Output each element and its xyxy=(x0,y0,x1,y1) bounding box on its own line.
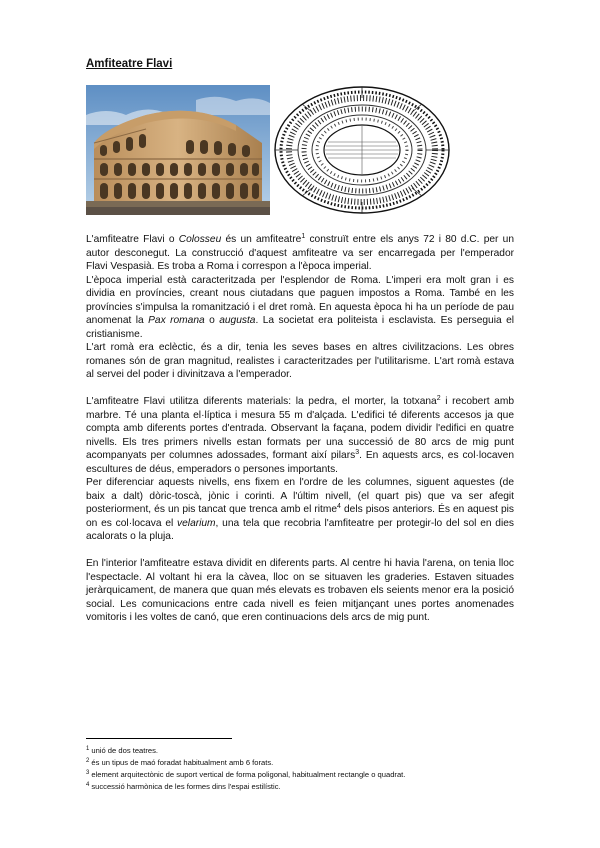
footnote-item: $^1$ unió de dos teatres. xyxy=(86,746,159,755)
page-title: Amfiteatre Flavi xyxy=(86,58,173,70)
main-text xyxy=(86,233,514,625)
colosseum-photo xyxy=(86,85,270,215)
paragraph-intro: L'amfiteatre Flavi o Colosseu és un amfiteatre$^1$ construït entre els anys 72 i 80 d.C. per un autor desconegut. La construcció d'aquest amfiteatre va ser encarregada per l'emperador Flavi Vespasià. Es troba a Roma i correspon a l'època imperial. xyxy=(86,233,514,272)
footnote-ref[interactable]: 3 xyxy=(355,449,360,456)
footnotes xyxy=(86,744,526,792)
footnote-ref[interactable]: 4 xyxy=(337,503,341,510)
footnote-ref[interactable]: 2 xyxy=(436,395,441,402)
colosseum-floor-plan-icon xyxy=(272,84,452,216)
colosseum-photo-icon xyxy=(86,85,270,215)
footnote-item: $^3$ element arquitectònic de suport vertical de forma poligonal, habitualment rectangle o quadrat. xyxy=(86,770,406,779)
footnote-ref[interactable]: 1 xyxy=(301,233,306,240)
colosseum-floor-plan xyxy=(272,84,452,216)
footnote-item: $^2$ és un tipus de maó foradat habitualment amb 6 forats. xyxy=(86,758,274,767)
footnote-item: $^4$ successió harmònica de les formes dins l'espai estilístic. xyxy=(86,782,281,791)
paragraph-interior: En l'interior l'amfiteatre estava dividit en diferents parts. Al centre hi havia l'arena, on tenia lloc l'espectacle. Al voltant hi era la càvea, lloc on se situaven les graderies. Estaven situades jeràrquicament, de manera que quan més elevats es trobaven els seients menor era la posició social. Les comunicacions entre cada nivell es feien mitjançant unes portes anomenades vomitoris i les voltes de canó, que eren continuacions dels arcs de mig punt. xyxy=(86,558,514,623)
paragraph-levels: Per diferenciar aquests nivells, ens fixem en l'ordre de les columnes, siguent aquestes (de baix a dalt) dòric-toscà, jònic i corinti. A l'últim nivell, (el quart pis) que va ser afegit posteriorment, és un pis tancat que trenca amb el ritme$^4$ dels pisos anteriors. És en aquest pis on es col·locava el velarium, una tela que recobria l'amfiteatre per protegir-lo del sol en dies acalorats o la pluja. xyxy=(86,477,514,542)
paragraph-materials: L'amfiteatre Flavi utilitza diferents materials: la pedra, el morter, la totxana$^2$ i recobert amb marbre. Té una planta el·líptica i mesura 55 m d'alçada. L'edifici té diferents accesos ja que compta amb diferents portes d'entrada. Observant la façana, podem dividir l'edifici en quatre nivells. Els tres primers nivells estan formats per una successió de 80 arcs de mig punt acompanyats per columnes adossades, formant així pilars$^3$. En aquests arcs, es col·locaven escultures de déus, emperadors o persones importants. xyxy=(86,395,514,475)
paragraph-roman-art: L'art romà era eclèctic, és a dir, tenia les seves bases en altres civilitzacions. Les obres romanes són de gran magnitud, realistes i caracteritzades per l'utilitarisme. L'art romà estava al servei del poder i divinitzava a l'emperador. xyxy=(86,342,514,380)
footnote-separator xyxy=(86,738,232,739)
paragraph-epoch: L'època imperial està caracteritzada per l'esplendor de Roma. L'imperi era molt gran i es dividia en províncies, creant nous ciutadans que paguen impostos a Roma. També en les províncies s'impulsa la romanització i el dret romà. En aquesta època hi ha un període de pau anomenat la Pax romana o augusta. La societat era politeista i esclavista. Es perseguia el cristianisme. xyxy=(86,274,515,340)
